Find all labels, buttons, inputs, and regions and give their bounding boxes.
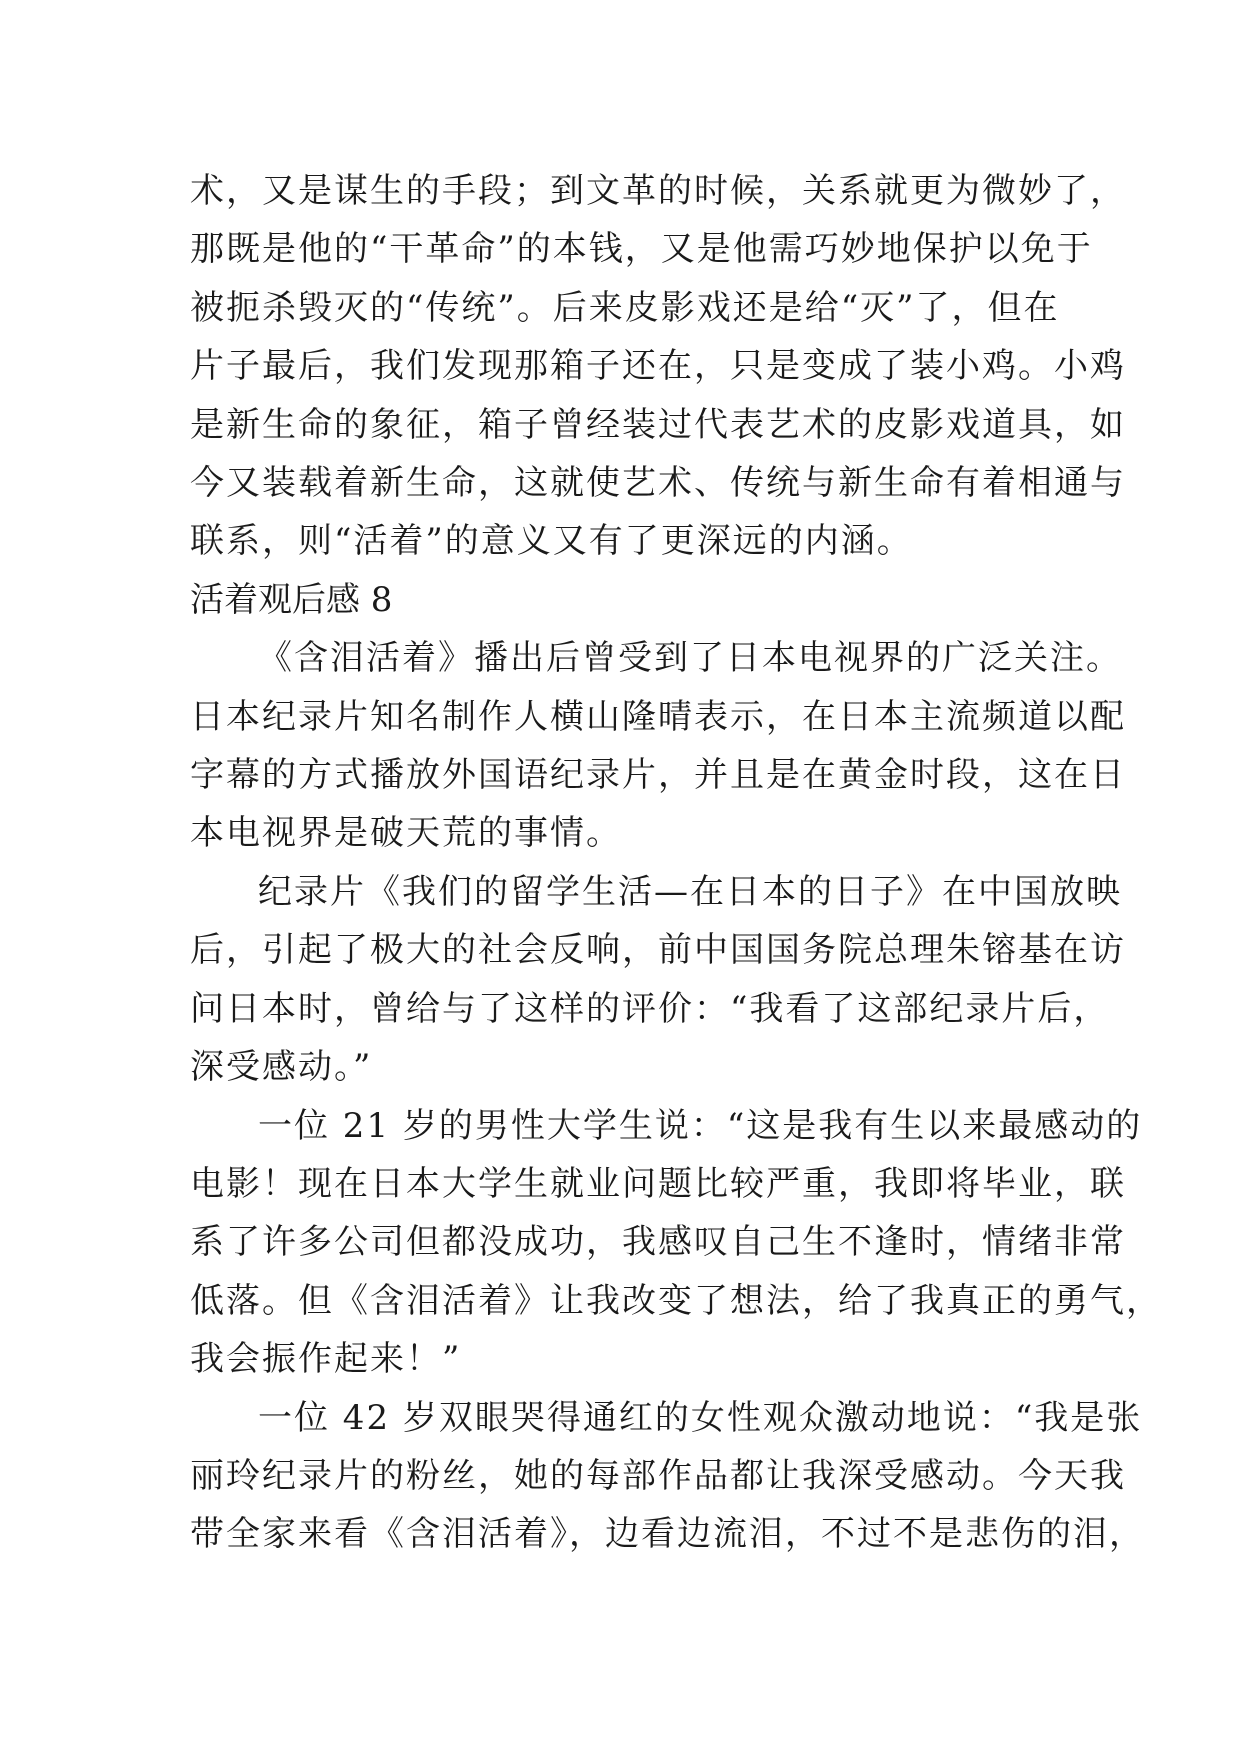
- text-line: 片子最后，我们发现那箱子还在，只是变成了装小鸡。小鸡: [190, 346, 1126, 387]
- text-line: 字幕的方式播放外国语纪录片，并且是在黄金时段，这在日: [190, 755, 1126, 796]
- text-line: 后，引起了极大的社会反响，前中国国务院总理朱镕基在访: [190, 930, 1126, 971]
- text-line: 那既是他的“干革命”的本钱，又是他需巧妙地保护以免于: [190, 229, 1093, 270]
- text-line: 系了许多公司但都没成功，我感叹自己生不逢时，情绪非常: [190, 1222, 1126, 1263]
- paragraph-first-line: 一位 21 岁的男性大学生说：“这是我有生以来最感动的: [258, 1105, 1143, 1146]
- paragraph-first-line: 《含泪活着》播出后曾受到了日本电视界的广泛关注。: [258, 638, 1122, 679]
- text-line: 是新生命的象征，箱子曾经装过代表艺术的皮影戏道具，如: [190, 404, 1126, 445]
- paragraph-first-line: 纪录片《我们的留学生活—在日本的日子》在中国放映: [258, 871, 1122, 912]
- text-line: 联系，则“活着”的意义又有了更深远的内涵。: [190, 521, 913, 562]
- text-line: 本电视界是破天荒的事情。: [190, 813, 622, 854]
- text-line: 带全家来看《含泪活着》，边看边流泪，不过不是悲伤的泪，: [190, 1514, 1145, 1555]
- paragraph-first-line: 一位 42 岁双眼哭得通红的女性观众激动地说：“我是张: [258, 1397, 1143, 1438]
- section-heading: 活着观后感 8: [190, 579, 393, 620]
- text-line: 日本纪录片知名制作人横山隆晴表示，在日本主流频道以配: [190, 696, 1126, 737]
- text-line: 低落。但《含泪活着》让我改变了想法，给了我真正的勇气，: [190, 1280, 1162, 1321]
- text-line: 术，又是谋生的手段；到文革的时候，关系就更为微妙了，: [190, 171, 1126, 211]
- text-line: 深受感动。”: [190, 1047, 373, 1088]
- text-line: 丽玲纪录片的粉丝，她的每部作品都让我深受感动。今天我: [190, 1455, 1126, 1496]
- body-text: [190, 162, 1162, 1564]
- text-line: 电影！现在日本大学生就业问题比较严重，我即将毕业，联: [190, 1163, 1126, 1204]
- text-line: 我会振作起来！”: [190, 1339, 462, 1380]
- text-line: 被扼杀毁灭的“传统”。后来皮影戏还是给“灭”了，但在: [190, 287, 1060, 328]
- text-line: 问日本时，曾给与了这样的评价：“我看了这部纪录片后，: [190, 988, 1110, 1029]
- text-line: 今又装载着新生命，这就使艺术、传统与新生命有着相通与: [190, 463, 1126, 504]
